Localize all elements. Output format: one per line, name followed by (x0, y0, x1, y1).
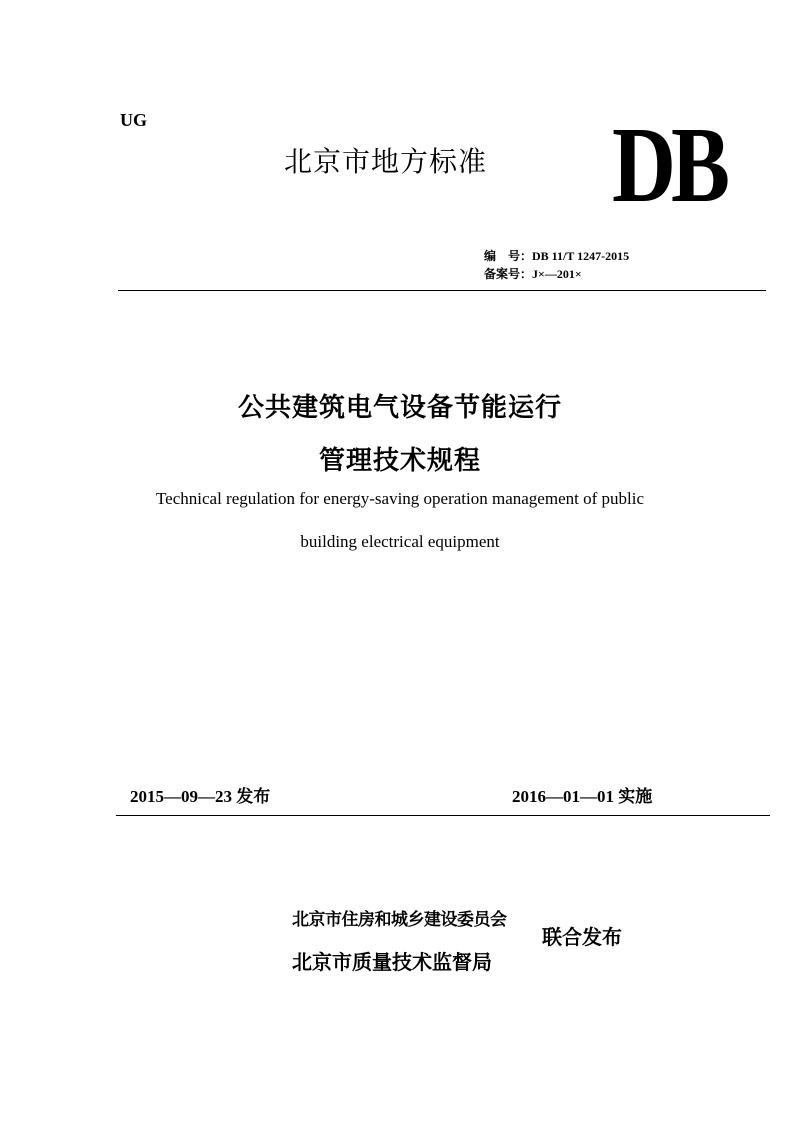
effective-label: 实施 (618, 787, 653, 807)
issue-date-value: 2015—09—23 (130, 787, 232, 806)
issue-date (130, 782, 270, 807)
issuer-quality-bureau: 北京市质量技术监督局 (292, 950, 492, 974)
title-en-line-2: building electrical equipment (300, 532, 500, 551)
filing-number-value: J×—201× (532, 267, 582, 281)
title-zh-line-1: 公共建筑电气设备节能运行 (237, 393, 562, 423)
standard-type-heading: 北京市地方标准 (284, 145, 488, 178)
title-en-line-1: Technical regulation for energy-saving operation management of public (155, 489, 644, 508)
ics-code: UG (120, 110, 147, 130)
standard-number-row (484, 247, 629, 265)
db-logo: DB (612, 106, 726, 225)
effective-date (512, 782, 652, 807)
bottom-divider (116, 815, 770, 816)
joint-publish-label: 联合发布 (542, 925, 622, 949)
standard-number-value: DB 11/T 1247-2015 (532, 249, 630, 263)
standard-number-label: 编 号： (484, 249, 533, 263)
filing-number-row (484, 265, 629, 283)
issuer-housing-commission: 北京市住房和城乡建设委员会 (292, 910, 507, 930)
standard-meta (484, 247, 629, 283)
issue-label: 发布 (236, 787, 271, 807)
filing-number-label: 备案号： (484, 267, 533, 281)
title-zh-line-2: 管理技术规程 (318, 446, 481, 476)
effective-date-value: 2016—01—01 (512, 787, 614, 806)
top-divider (118, 290, 766, 291)
